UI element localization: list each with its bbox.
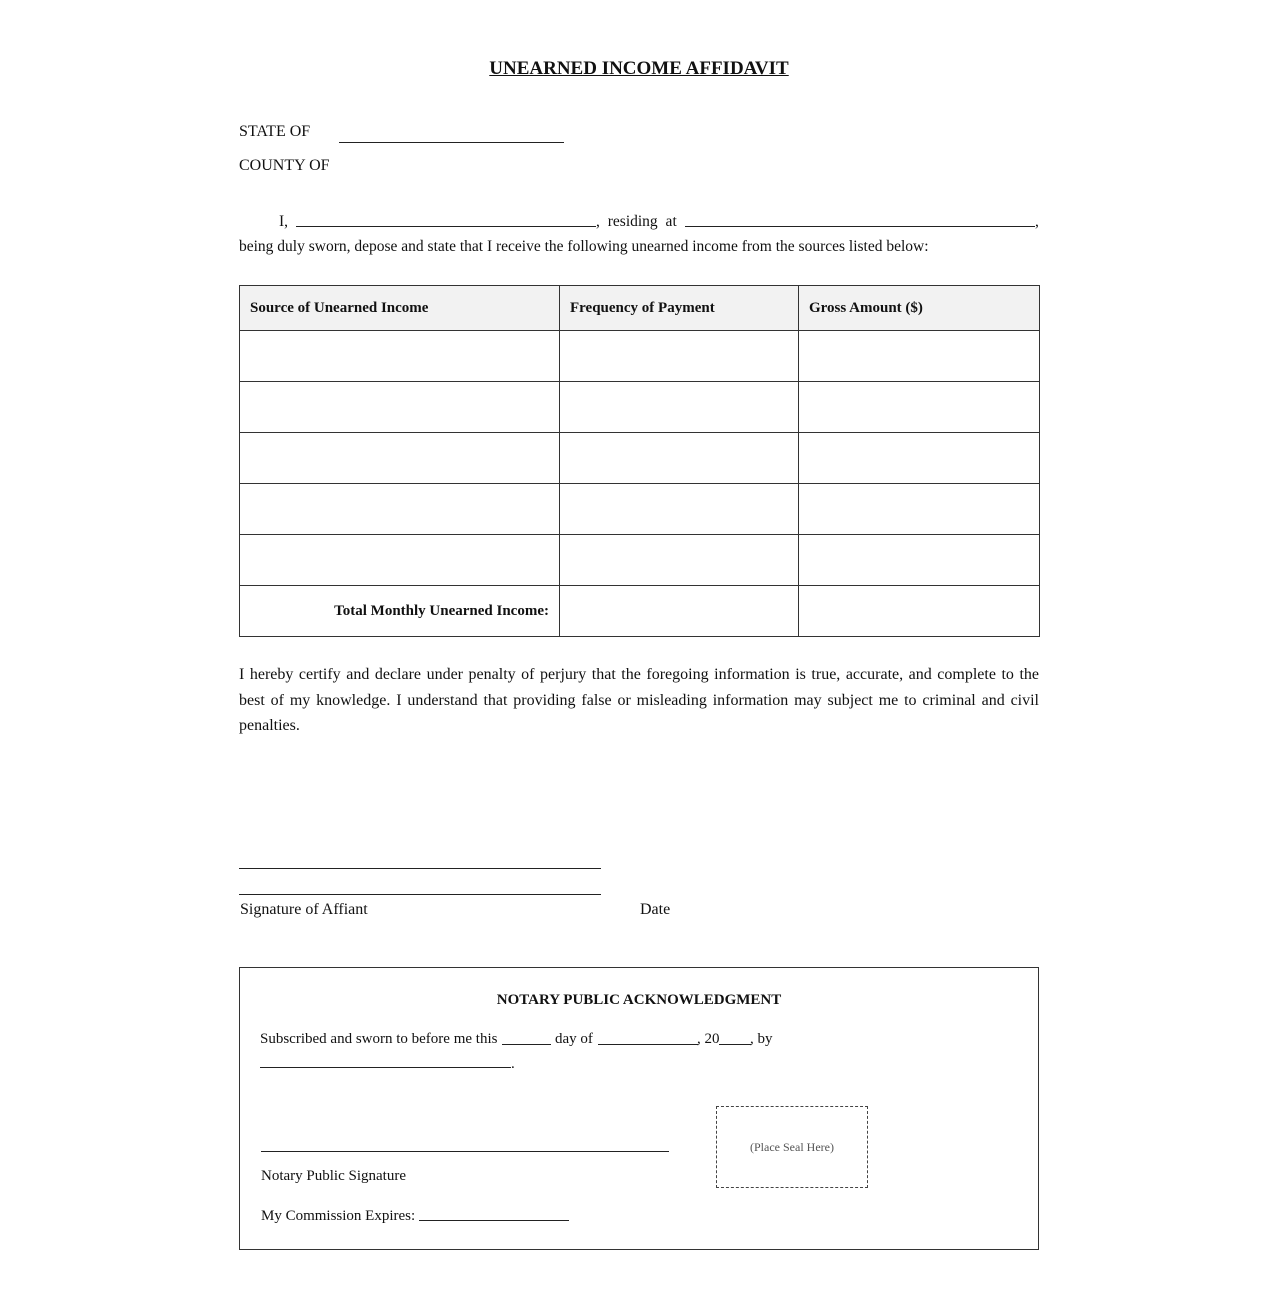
county-label: COUNTY OF (239, 157, 330, 174)
frequency-cell[interactable] (560, 433, 799, 484)
notary-title: NOTARY PUBLIC ACKNOWLEDGMENT (496, 992, 782, 1008)
state-field-line[interactable] (339, 142, 564, 143)
seal-text: (Place Seal Here) (750, 1139, 834, 1154)
table-row (240, 433, 1040, 484)
source-cell[interactable] (240, 433, 560, 484)
state-label: STATE OF (239, 123, 311, 140)
amount-cell[interactable] (799, 331, 1040, 382)
source-cell[interactable] (240, 331, 560, 382)
income-table (239, 285, 1040, 637)
notary-section (239, 967, 1039, 1250)
table-row (240, 382, 1040, 433)
by-label: , by (750, 1031, 773, 1047)
frequency-cell[interactable] (560, 484, 799, 535)
sworn-by-name-line[interactable] (260, 1067, 511, 1068)
source-cell[interactable] (240, 484, 560, 535)
year-line[interactable] (719, 1044, 751, 1045)
seal-placeholder (716, 1106, 868, 1188)
certification-paragraph: I hereby certify and declare under penalty of perjury that the foregoing information is true, accurate, and complete to the best of my knowledge. I understand that providing false or misleading information may subject me to criminal and civil penalties. (239, 666, 1039, 734)
amount-cell[interactable] (799, 484, 1040, 535)
sworn-prefix: Subscribed and sworn to before me this (260, 1031, 498, 1047)
total-row (240, 586, 1040, 637)
sworn-period: . (511, 1056, 515, 1072)
day-of-label: day of (555, 1031, 593, 1047)
commission-expires-label: My Commission Expires: (261, 1208, 416, 1224)
frequency-cell[interactable] (560, 331, 799, 382)
amount-cell[interactable] (799, 535, 1040, 586)
source-cell[interactable] (240, 382, 560, 433)
day-line[interactable] (502, 1044, 551, 1045)
year-prefix: , 20 (697, 1031, 720, 1047)
affiant-date-line[interactable] (239, 894, 601, 895)
address-line[interactable] (685, 226, 1035, 227)
table-row (240, 535, 1040, 586)
intro-i: I, (279, 213, 289, 230)
signature-of-affiant-label: Signature of Affiant (240, 901, 368, 918)
amount-cell[interactable] (799, 382, 1040, 433)
frequency-cell[interactable] (560, 382, 799, 433)
total-amount-cell[interactable] (799, 586, 1040, 637)
affiant-signature-line[interactable] (239, 868, 601, 869)
notary-signature-label: Notary Public Signature (261, 1168, 406, 1184)
month-line[interactable] (598, 1044, 698, 1045)
document-title: UNEARNED INCOME AFFIDAVIT (489, 58, 789, 79)
notary-signature-line[interactable] (261, 1151, 669, 1152)
date-label: Date (640, 901, 671, 918)
commission-expires-line[interactable] (419, 1220, 569, 1221)
table-header-row (240, 286, 1040, 331)
affiant-name-line[interactable] (296, 226, 596, 227)
total-frequency-cell[interactable] (560, 586, 799, 637)
header-amount: Gross Amount ($) (799, 286, 1040, 331)
table-row (240, 484, 1040, 535)
header-frequency: Frequency of Payment (560, 286, 799, 331)
frequency-cell[interactable] (560, 535, 799, 586)
header-source: Source of Unearned Income (240, 286, 560, 331)
table-row (240, 331, 1040, 382)
amount-cell[interactable] (799, 433, 1040, 484)
total-label: Total Monthly Unearned Income: (240, 586, 560, 637)
intro-residing: , residing at (596, 213, 677, 230)
source-cell[interactable] (240, 535, 560, 586)
intro-comma: , (1035, 213, 1039, 230)
intro-statement: being duly sworn, depose and state that I receive the following unearned income from the sources listed below: (239, 238, 929, 255)
